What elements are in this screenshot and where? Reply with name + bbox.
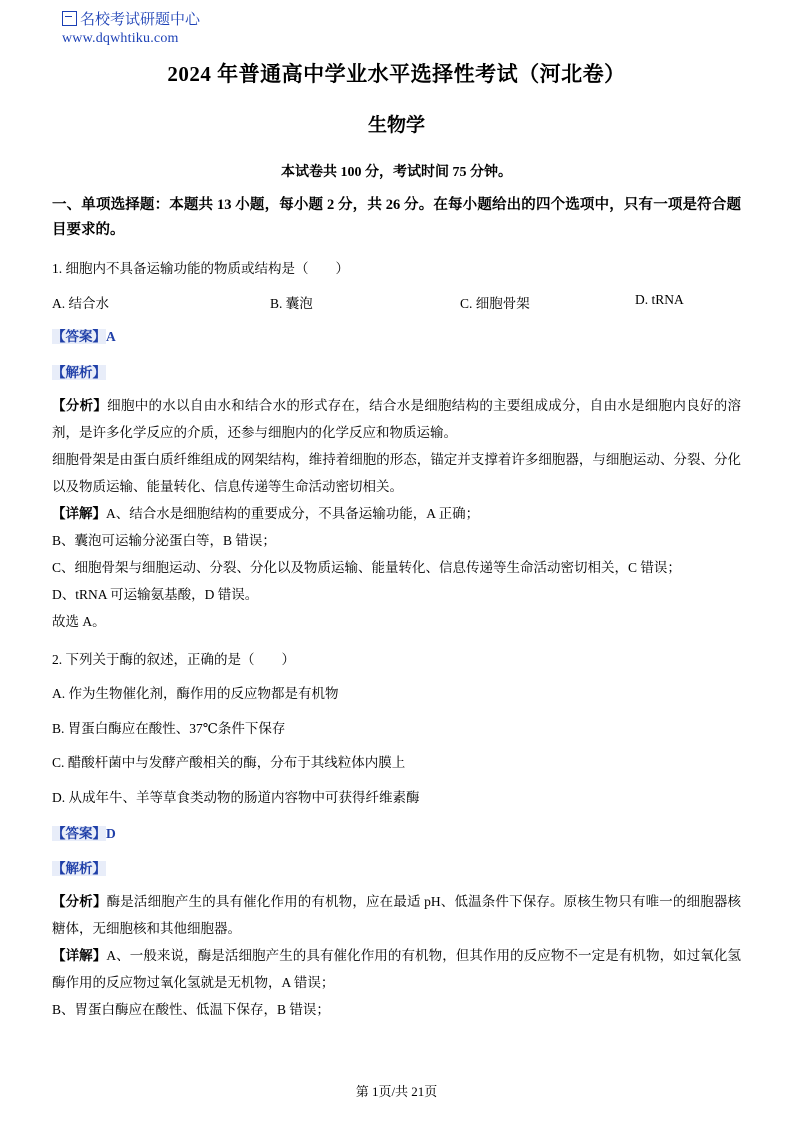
page-footer: 第 1页/共 21页 <box>355 1084 438 1099</box>
option-c[interactable]: C. 醋酸杆菌中与发酵产酸相关的酶，分布于其线粒体内膜上 <box>52 755 406 771</box>
answer-tag: 【答案】 <box>52 329 106 345</box>
exam-note: 本试卷共 100 分，考试时间 75 分钟。 <box>281 165 512 180</box>
analysis-paragraph <box>52 554 741 581</box>
analysis-paragraph <box>52 942 741 996</box>
watermark-url: www.dqwhtiku.com <box>62 31 179 47</box>
paragraph-text: 故选 A。 <box>52 613 106 629</box>
answer-value: D <box>106 825 116 841</box>
answer-line <box>52 823 741 845</box>
option-b[interactable]: B. 囊泡 <box>270 296 313 312</box>
paragraph-text: 细胞中的水以自由水和结合水的形式存在，结合水是细胞结构的主要组成成分，自由水是细胞内良好的溶剂，是许多化学反应的介质，还参与细胞内的化学反应和物质运输。 <box>52 397 742 440</box>
analysis-paragraph <box>52 996 741 1023</box>
option-d[interactable]: D. tRNA <box>635 292 684 308</box>
question-options <box>52 292 741 312</box>
analysis-paragraph <box>52 581 741 608</box>
analysis-paragraph <box>52 527 741 554</box>
analysis-paragraph <box>52 500 741 527</box>
question-stem: 1. 细胞内不具备运输功能的物质或结构是（ ） <box>52 260 349 276</box>
question-stem: 2. 下列关于酶的叙述，正确的是（ ） <box>52 651 295 667</box>
answer-line <box>52 326 741 348</box>
answer-tag: 【答案】 <box>52 825 106 841</box>
option-d[interactable]: D. 从成年牛、羊等草食类动物的肠道内容物中可获得纤维素酶 <box>52 789 420 805</box>
option-a[interactable]: A. 结合水 <box>52 296 109 312</box>
page-title: 2024 年普通高中学业水平选择性考试（河北卷） <box>167 62 626 86</box>
option-a[interactable]: A. 作为生物催化剂，酶作用的反应物都是有机物 <box>52 686 339 702</box>
paragraph-text: A、一般来说，酶是活细胞产生的具有催化作用的有机物，但其作用的反应物不一定是有机物，如过氧化氢酶作用的反应物过氧化氢就是无机物，A 错误； <box>52 947 742 990</box>
logo-icon <box>62 11 77 26</box>
paragraph-lead: 【详解】 <box>52 947 107 963</box>
paragraph-text: 酶是活细胞产生的具有催化作用的有机物，应在最适 pH、低温条件下保存。原核生物只有唯一的细胞器核糖体，无细胞核和其他细胞器。 <box>52 893 742 936</box>
option-c[interactable]: C. 细胞骨架 <box>460 296 530 312</box>
paragraph-lead: 【详解】 <box>52 505 106 521</box>
paragraph-text: C、细胞骨架与细胞运动、分裂、分化以及物质运输、能量转化、信息传递等生命活动密切相关，C 错误； <box>52 559 681 575</box>
page-subtitle: 生物学 <box>367 115 425 136</box>
paragraph-text: B、胃蛋白酶应在酸性、低温下保存，B 错误； <box>52 1001 330 1017</box>
option-b[interactable]: B. 胃蛋白酶应在酸性、37℃条件下保存 <box>52 720 286 736</box>
watermark-name: 名校考试研题中心 <box>80 12 201 28</box>
paragraph-text: B、囊泡可运输分泌蛋白等，B 错误； <box>52 532 276 548</box>
answer-value: A <box>106 329 116 345</box>
paragraph-text: 细胞骨架是由蛋白质纤维组成的网架结构，维持着细胞的形态，锚定并支撑着许多细胞器，与细胞运动、分裂、分化以及物质运输、能量转化、信息传递等生命活动密切相关。 <box>52 451 741 494</box>
section-heading: 一、单项选择题：本题共 13 小题，每小题 2 分，共 26 分。在每小题给出的四个选项中，只有一项是符合题目要求的。 <box>52 197 741 239</box>
analysis-tag: 【解析】 <box>52 364 106 380</box>
analysis-paragraph <box>52 608 741 635</box>
analysis-paragraph <box>52 392 741 446</box>
analysis-line <box>52 362 741 384</box>
paragraph-lead: 【分析】 <box>52 397 108 413</box>
paragraph-text: A、结合水是细胞结构的重要成分，不具备运输功能，A 正确； <box>106 505 480 521</box>
paragraph-text: D、tRNA 可运输氨基酸，D 错误。 <box>52 586 259 602</box>
analysis-paragraph <box>52 446 741 500</box>
analysis-line <box>52 858 741 880</box>
analysis-tag: 【解析】 <box>52 861 106 877</box>
analysis-paragraph <box>52 888 741 942</box>
paragraph-lead: 【分析】 <box>52 893 107 909</box>
watermark <box>62 10 200 49</box>
